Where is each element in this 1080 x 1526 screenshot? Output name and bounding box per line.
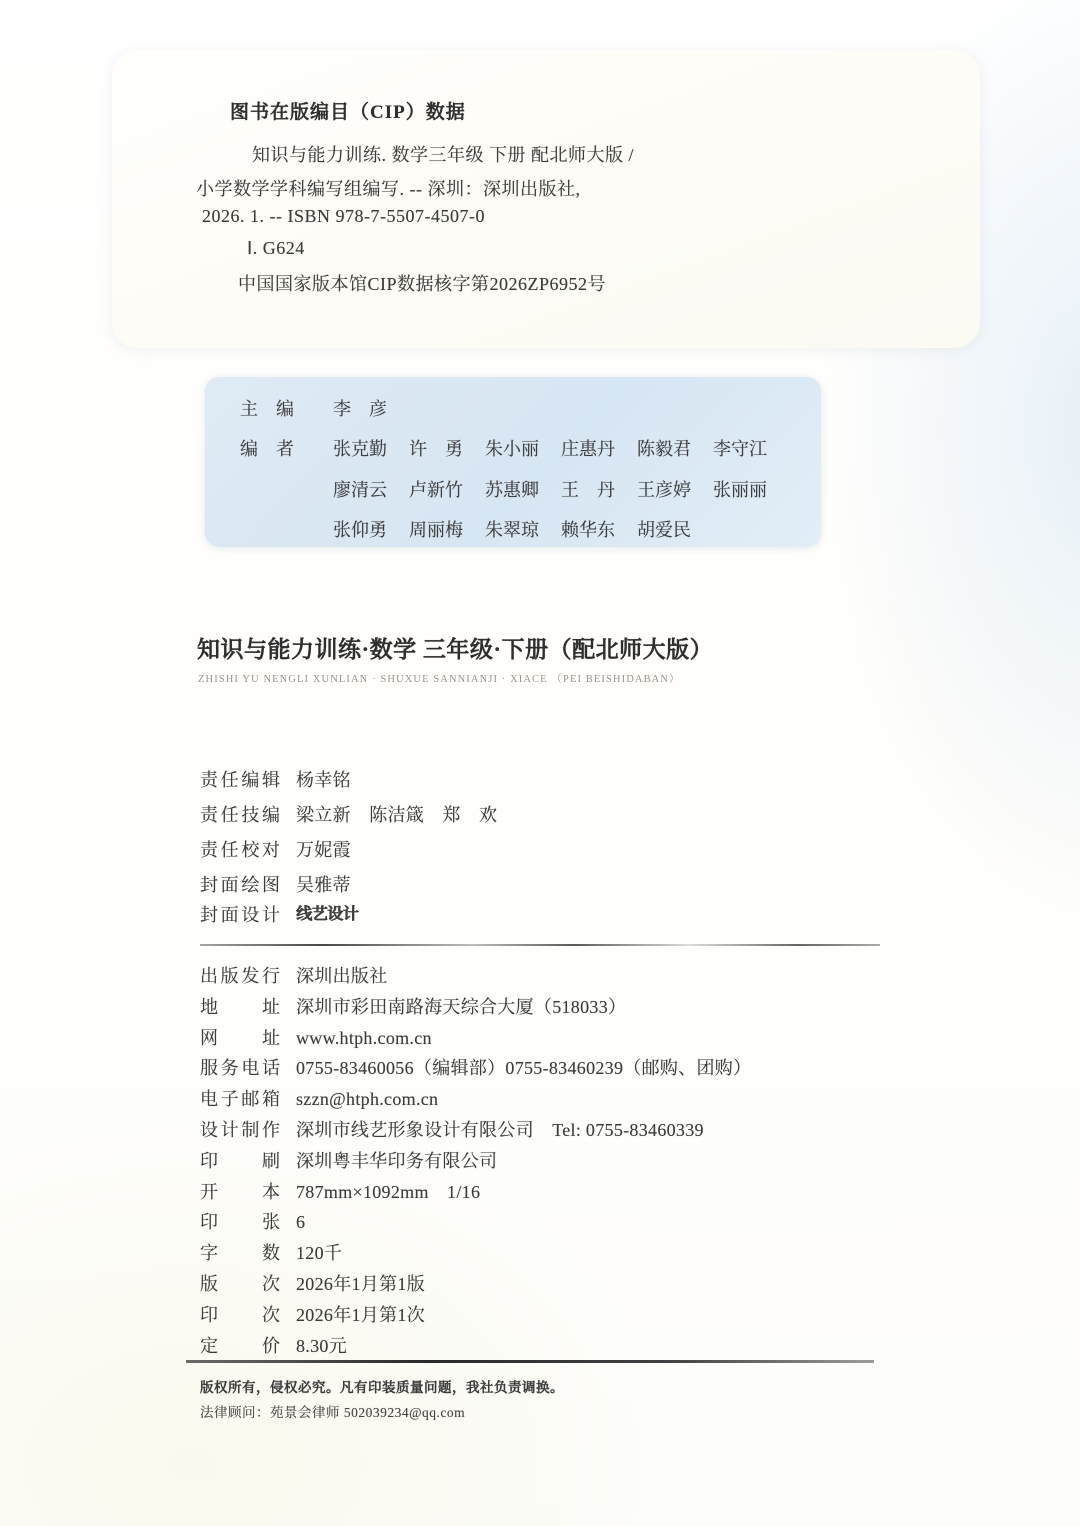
publishing-label: 版 次 [200, 1274, 280, 1294]
editor-name: 胡爱民 [637, 520, 691, 540]
publishing-value: 2026年1月第1次 [296, 1305, 425, 1325]
publishing-row-price [0, 1332, 347, 1358]
publishing-row-word-count [0, 1239, 342, 1265]
publishing-label: 定 价 [200, 1336, 280, 1356]
publishing-value: 深圳市线艺形象设计有限公司 Tel: 0755-83460339 [296, 1120, 704, 1140]
staff-row-tech-editor [0, 801, 497, 827]
editor-name: 赖华东 [561, 520, 615, 540]
design-studio-logo [296, 901, 358, 924]
cip-line-publisher: 小学数学学科编写组编写. -- 深圳：深圳出版社, [196, 179, 581, 199]
book-title-pinyin: ZHISHI YU NENGLI XUNLIAN · SHUXUE SANNIANJI · XIACE （PEI BEISHIDABAN） [198, 674, 681, 685]
publishing-value: 8.30元 [296, 1336, 347, 1356]
publishing-label: 服务电话 [200, 1058, 280, 1078]
staff-row-proofreader [0, 836, 351, 862]
editor-name: 张仰勇 [333, 520, 387, 540]
publishing-label: 网 址 [200, 1028, 280, 1048]
publishing-value: 787mm×1092mm 1/16 [296, 1182, 481, 1202]
staff-value: 梁立新 陈洁箴 郑 欢 [296, 805, 498, 825]
staff-value: 万妮霞 [296, 840, 351, 860]
cip-line-classification: Ⅰ. G624 [247, 238, 305, 258]
cip-line-title: 知识与能力训练. 数学三年级 下册 配北师大版 / [252, 145, 634, 165]
publishing-row-edition [0, 1270, 425, 1296]
publishing-label: 印 次 [200, 1305, 280, 1325]
separator-line-bottom [186, 1360, 874, 1363]
publishing-value: 深圳出版社 [296, 966, 388, 986]
publishing-label: 出版发行 [200, 966, 280, 986]
staff-label: 封面绘图 [200, 875, 280, 895]
design-studio-logo-text: 线艺设计 [296, 906, 359, 923]
staff-row-cover-illustration [0, 871, 351, 897]
publishing-value: 120千 [296, 1243, 343, 1263]
publishing-label: 地 址 [200, 997, 280, 1017]
chief-editor-name: 李 彦 [333, 399, 387, 419]
chief-editor-row [205, 395, 821, 421]
publishing-row-service-phone [0, 1054, 751, 1080]
publishing-label: 开 本 [200, 1182, 280, 1202]
legal-advisor-line: 法律顾问：苑景会律师 502039234@qq.com [200, 1405, 466, 1420]
staff-label: 封面设计 [200, 905, 280, 925]
publishing-row-printer [0, 1147, 497, 1173]
publishing-value: 0755-83460056（编辑部）0755-83460239（邮购、团购） [296, 1058, 752, 1078]
editor-name: 王 丹 [561, 480, 615, 500]
staff-value: 杨幸铭 [296, 770, 351, 790]
publishing-row-email [0, 1085, 438, 1111]
copyright-notice: 版权所有，侵权必究。凡有印装质量问题，我社负责调换。 [200, 1380, 564, 1395]
publishing-label: 印 刷 [200, 1151, 280, 1171]
separator-line-top [200, 944, 880, 946]
publishing-row-address [0, 993, 626, 1019]
publishing-row-publisher [0, 962, 388, 988]
editor-name: 张克勤 [333, 439, 387, 459]
editor-name: 卢新竹 [409, 480, 463, 500]
editor-name: 张丽丽 [713, 480, 767, 500]
publishing-value: 深圳粤丰华印务有限公司 [296, 1151, 498, 1171]
editor-name: 周丽梅 [409, 520, 463, 540]
editors-row-2 [333, 476, 949, 502]
publishing-value: szzn@htph.com.cn [296, 1089, 439, 1109]
publishing-label: 设计制作 [200, 1120, 280, 1140]
editor-name: 李守江 [713, 439, 767, 459]
publishing-value: 深圳市彩田南路海天综合大厦（518033） [296, 997, 627, 1017]
staff-label: 责任校对 [200, 840, 280, 860]
staff-label: 责任编辑 [200, 770, 280, 790]
editor-name: 朱翠琼 [485, 520, 539, 540]
staff-label: 责任技编 [200, 805, 280, 825]
editor-name: 许 勇 [409, 439, 463, 459]
editor-name: 廖清云 [333, 480, 387, 500]
chief-editor-label: 主 编 [240, 399, 294, 419]
editors-row-1 [205, 435, 821, 461]
editors-row-3 [333, 516, 949, 542]
editor-name: 王彦婷 [637, 480, 691, 500]
publishing-row-website [0, 1024, 432, 1050]
cip-line-record-number: 中国国家版本馆CIP数据核字第2026ZP6952号 [238, 274, 607, 294]
staff-row-cover-design [0, 901, 358, 927]
editor-name: 苏惠卿 [485, 480, 539, 500]
publishing-value: 6 [296, 1212, 306, 1232]
publishing-row-format [0, 1178, 480, 1204]
publishing-value: 2026年1月第1版 [296, 1274, 425, 1294]
publishing-label: 印 张 [200, 1212, 280, 1232]
book-title: 知识与能力训练·数学 三年级·下册（配北师大版） [197, 637, 714, 662]
editors-panel [205, 377, 821, 547]
editor-name: 朱小丽 [485, 439, 539, 459]
publishing-row-sheets [0, 1208, 305, 1234]
editors-label: 编 者 [240, 439, 294, 459]
publishing-row-printing [0, 1301, 425, 1327]
editor-name: 庄惠丹 [561, 439, 615, 459]
editor-name: 陈毅君 [637, 439, 691, 459]
publishing-value: www.htph.com.cn [296, 1028, 432, 1048]
staff-value: 吴雅蒂 [296, 875, 351, 895]
cip-heading: 图书在版编目（CIP）数据 [230, 102, 466, 123]
publishing-label: 电子邮箱 [200, 1089, 280, 1109]
cip-line-isbn: 2026. 1. -- ISBN 978-7-5507-4507-0 [202, 206, 485, 226]
staff-row-editor [0, 766, 351, 792]
publishing-label: 字 数 [200, 1243, 280, 1263]
publishing-row-design-production [0, 1116, 704, 1142]
